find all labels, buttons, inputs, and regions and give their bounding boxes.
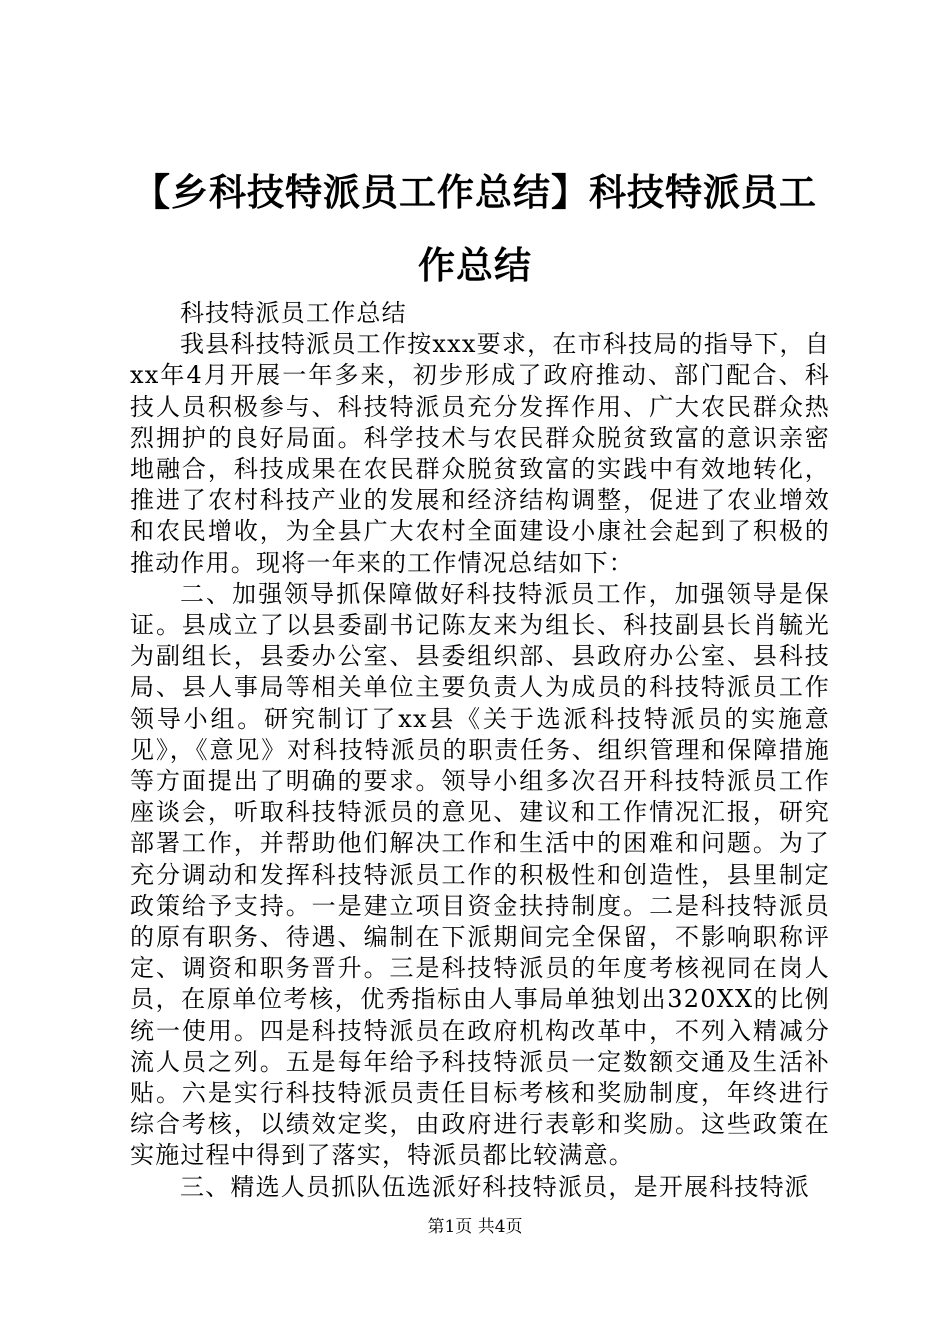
section-heading: 科技特派员工作总结: [180, 299, 407, 327]
page-indicator: 第1页 共4页: [427, 1217, 523, 1237]
section-three-paragraph: 三、精选人员抓队伍选派好科技特派员，是开展科技特派: [180, 1172, 810, 1201]
document-body: [130, 298, 830, 1203]
section-two-paragraph: 二、加强领导抓保障做好科技特派员工作，加强领导是保证。县成立了以县委副书记陈友来为组长、科技副县长肖毓光为副组长，县委办公室、县委组织部、县政府办公室、县科技局、县人事局等相关单位主要负责人为成员的科技特派员工作领导小组。研究制订了xx县《关于选派科技特派员的实施意见》，《意见》对科技特派员的职责任务、组织管理和保障措施等方面提出了明确的要求。领导小组多次召开科技特派员工作座谈会，听取科技特派员的意见、建议和工作情况汇报，研究部署工作，并帮助他们解决工作和生活中的困难和问题。为了充分调动和发挥科技特派员工作的积极性和创造性，县里制定政策给予支持。一是建立项目资金扶持制度。二是科技特派员的原有职务、待遇、编制在下派期间完全保留，不影响职称评定、调资和职务晋升。三是科技特派员的年度考核视同在岗人员，在原单位考核，优秀指标由人事局单独划出320XX的比例统一使用。四是科技特派员在政府机构改革中，不列入精减分流人员之列。五是每年给予科技特派员一定数额交通及生活补贴。六是实行科技特派员责任目标考核和奖励制度，年终进行综合考核，以绩效定奖，由政府进行表彰和奖励。这些政策在实施过程中得到了落实，特派员都比较满意。: [130, 579, 830, 1170]
document-title: 【乡科技特派员工作总结】科技特派员工作总结: [133, 171, 817, 287]
intro-paragraph: 我县科技特派员工作按xxx要求，在市科技局的指导下，自xx年4月开展一年多来，初步形成了政府推动、部门配合、科技人员积极参与、科技特派员充分发挥作用、广大农民群众热烈拥护的良好局面。科学技术与农民群众脱贫致富的意识亲密地融合，科技成果在农民群众脱贫致富的实践中有效地转化，推进了农村科技产业的发展和经济结构调整，促进了农业增效和农民增收，为全县广大农村全面建设小康社会起到了积极的推动作用。现将一年来的工作情况总结如下：: [130, 330, 830, 577]
